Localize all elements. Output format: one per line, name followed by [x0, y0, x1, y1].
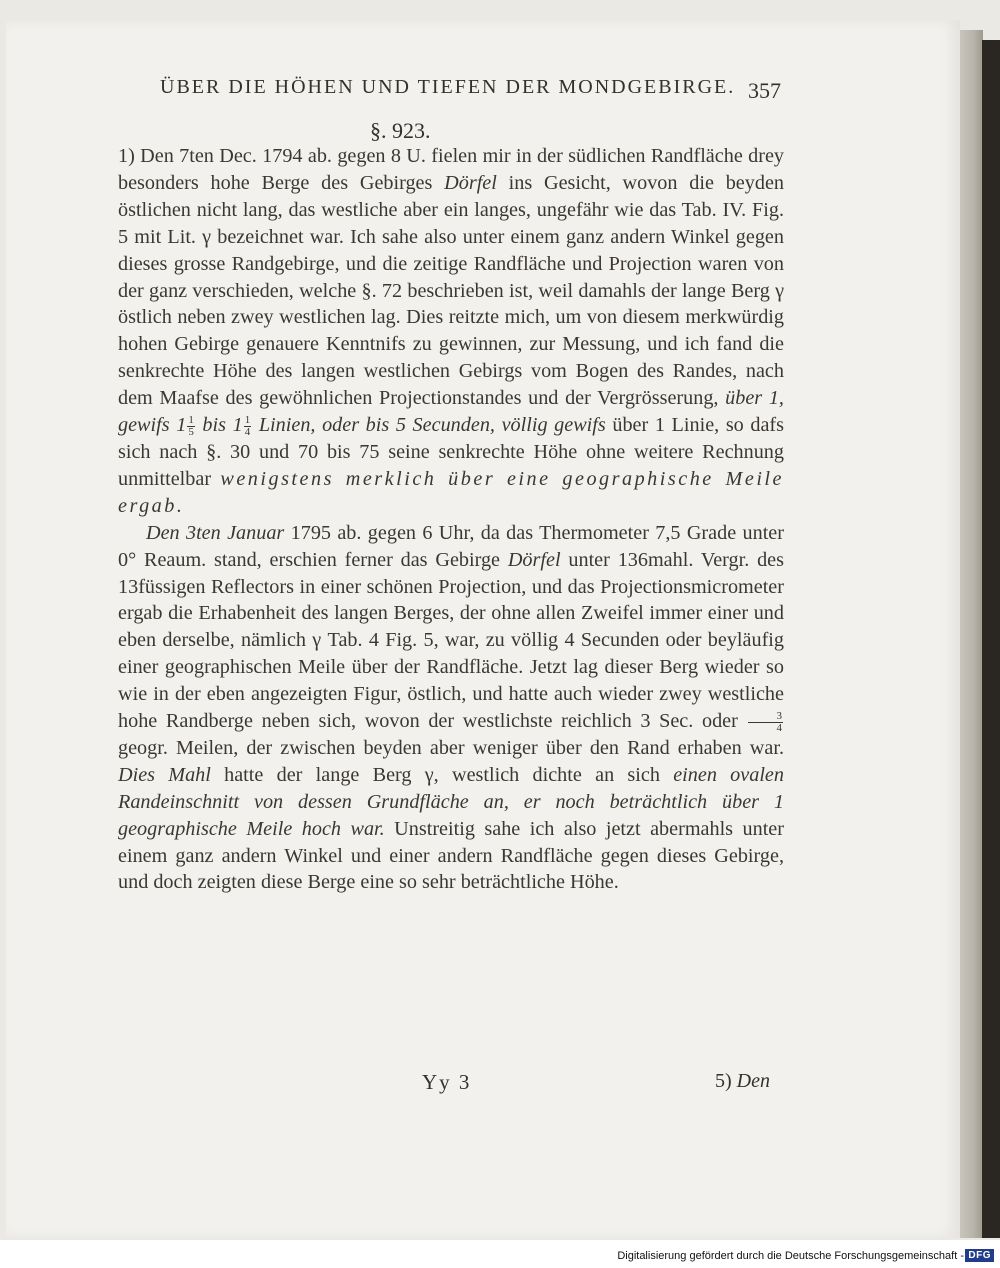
book-page-edge [958, 30, 983, 1238]
page-number: 357 [748, 78, 781, 103]
text-run: unter 136mahl. Vergr. des 13füssigen Reflectors in einer schönen Projection, und das Projectionsmicrometer ergab die Erhabenheit des langen Berges, der ohne allen Zweifel immer einer und eben derselbe, nämlich γ Tab. 4 Fig. 5, war, zu völlig 4 Secunden oder beyläufig einer geographischen Meile über der Randfläche. Jetzt lag dieser Berg wieder so wie in der eben angezeigten Figur, östlich, und hatte auch wieder zwey westliche hohe Randberge neben sich, wovon der westlichste reichlich 3 Sec. oder [118, 548, 784, 733]
paragraph-1 [118, 143, 784, 520]
italic-run: über 1, gewifs 1 [118, 387, 784, 437]
fraction-denominator: 5 [188, 425, 194, 438]
text-run: hatte der lange Berg γ, westlich dichte an sich [210, 763, 674, 786]
fraction [187, 415, 195, 438]
italic-run: einen ovalen Randeinschnitt von dessen Grundfläche an, er noch beträchtlich über 1 geographische Meile hoch war. [118, 763, 784, 840]
signature-mark: Yy 3 [422, 1070, 472, 1094]
text-run: 1) Den 7ten Dec. 1794 ab. gegen 8 U. fielen mir in der südlichen Randfläche drey besonders hohe Berge des Gebirges [118, 145, 784, 194]
footer-funding-text: Digitalisierung gefördert durch die Deutsche Forschungsgemeinschaft - [617, 1250, 964, 1262]
catchword-number: 5) [715, 1070, 732, 1092]
text-run: Unstreitig sahe ich also jetzt abermahls unter einem ganz andern Winkel und einer andern Randfläche gegen dieses Gebirge, und doch zeigten diese Berge eine so sehr beträchtliche Höhe. [118, 817, 784, 894]
paragraph-2 [118, 520, 784, 897]
italic-run: Linien, oder bis 5 Secunden, völlig gewifs [252, 414, 606, 437]
italic-run: Dörfel [444, 171, 497, 194]
fraction-numerator: 3 [748, 711, 784, 723]
fraction-denominator: 4 [244, 425, 251, 438]
text-run: 1795 ab. gegen 6 Uhr, da das Thermometer 7,5 Grade unter 0° Reaum. stand, erschien ferner das Gebirge [118, 521, 784, 571]
catchword-word: Den [736, 1070, 770, 1092]
book-cover-edge [982, 40, 1000, 1238]
italic-run: Dörfel [507, 548, 561, 571]
fraction-numerator: 1 [244, 413, 251, 426]
italic-run: bis 1 [195, 414, 243, 437]
section-mark: §. 923. [370, 118, 431, 143]
body-text [118, 143, 784, 896]
italic-run: Dies Mahl [118, 763, 211, 786]
italic-run: Den 3ten Januar [146, 521, 285, 544]
fraction-denominator: 4 [776, 721, 782, 734]
catchword [715, 1070, 770, 1093]
dfg-logo: DFG [965, 1249, 994, 1262]
spaced-italic-run: wenigstens merklich über eine geographische Meile ergab. [118, 467, 784, 517]
fraction [748, 711, 784, 734]
fraction-numerator: 1 [188, 413, 194, 426]
text-run: über 1 Linie, so dafs sich nach §. 30 und 70 bis 75 seine senkrechte Höhe ohne weitere Rechnung unmittelbar [118, 414, 785, 490]
fraction [244, 415, 252, 438]
running-header: ÜBER DIE HÖHEN UND TIEFEN DER MONDGEBIRGE. [160, 76, 736, 98]
text-run: geogr. Meilen, der zwischen beyden aber weniger über den Rand erhaben war. [118, 736, 784, 759]
text-run: ins Gesicht, wovon die beyden östlichen nicht lang, das westliche aber ein langes, ungefähr wie das Tab. IV. Fig. 5 mit Lit. γ bezeichnet war. Ich sahe also unter einem ganz andern Winkel gegen dieses grosse Randgebirge, und die zeitige Randfläche und Projection waren von der ganz verschieden, welche §. 72 beschrieben ist, weil damahls der lange Berg γ östlich neben zwey westlichen lag. Dies reitzte mich, um von diesem merkwürdig hohen Gebirge genauere Kenntnifs zu gewinnen, zur Messung, und ich fand die senkrechte Höhe des langen westlichen Gebirgs vom Bogen des Randes, nach dem Maafse des gewöhnlichen Projectionstandes und der Vergrösserung, [118, 171, 785, 410]
